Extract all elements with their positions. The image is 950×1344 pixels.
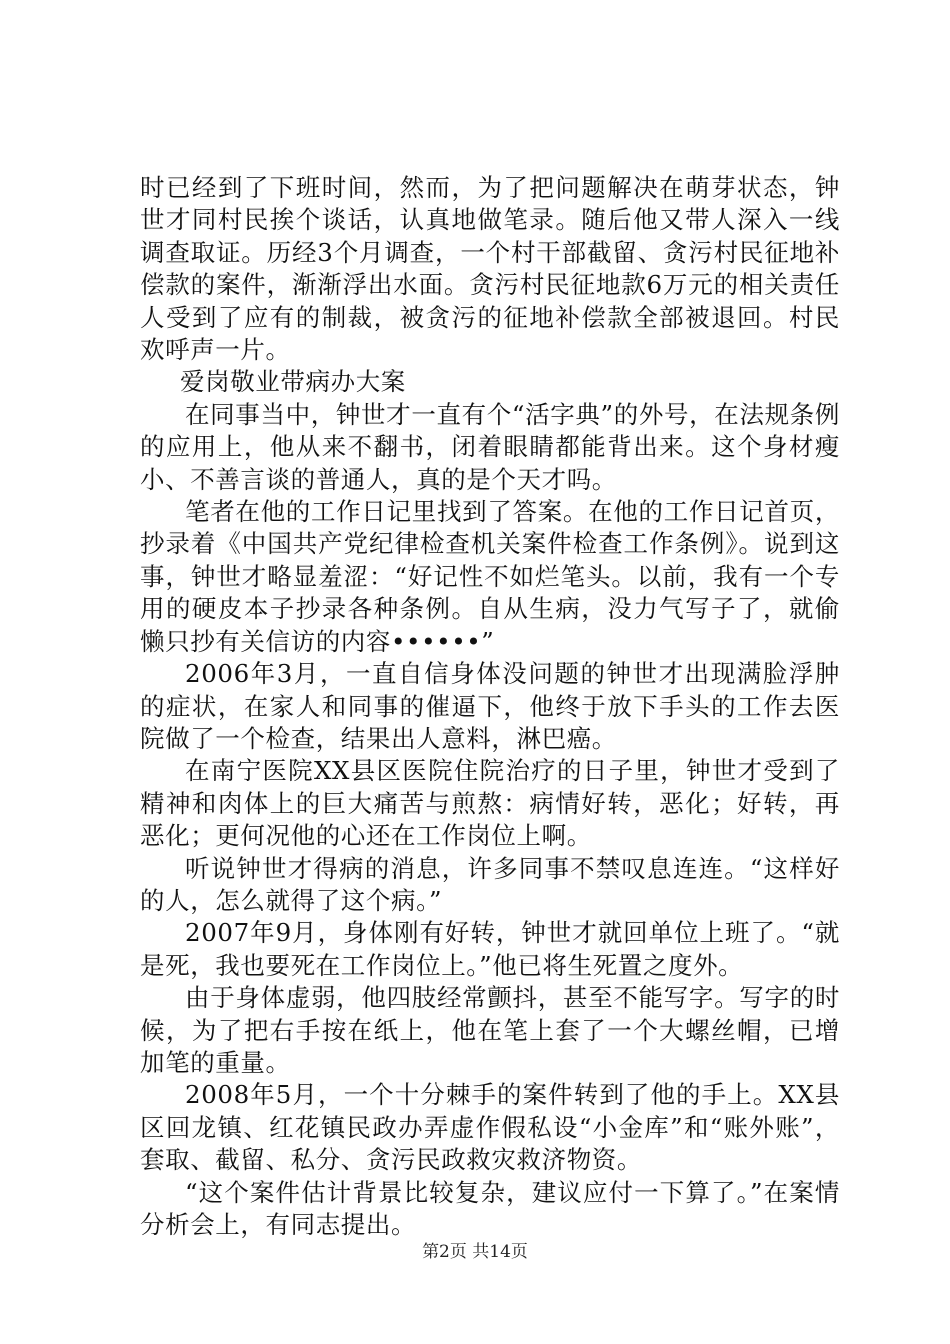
document-body [140,172,840,1241]
paragraph: 笔者在他的工作日记里找到了答案。在他的工作日记首页，抄录着《中国共产党纪律检查机关案件检查工作条例》。说到这事，钟世才略显羞涩：“好记性不如烂笔头。以前，我有一个专用的硬皮本子抄录各种条例。自从生病，没力气写子了，就偷懒只抄有关信访的内容••••••” [140,497,840,656]
paragraph: 2006年3月，一直自信身体没问题的钟世才出现满脸浮肿的症状，在家人和同事的催逼下，他终于放下手头的工作去医院做了一个检查，结果出人意料，淋巴癌。 [140,659,840,753]
page-number-footer: 第2页 共14页 [422,1242,528,1262]
paragraph: 2007年9月，身体刚有好转，钟世才就回单位上班了。“就是死，我也要死在工作岗位上。”他已将生死置之度外。 [140,918,840,980]
paragraph-continuation: 时已经到了下班时间，然而，为了把问题解决在萌芽状态，钟世才同村民挨个谈话，认真地做笔录。随后他又带人深入一线调查取证。历经3个月调查，一个村干部截留、贪污村民征地补偿款的案件，渐渐浮出水面。贪污村民征地款6万元的相关责任人受到了应有的制裁，被贪污的征地补偿款全部被退回。村民欢呼声一片。 [140,173,840,365]
paragraph: 2008年5月，一个十分棘手的案件转到了他的手上。XX县区回龙镇、红花镇民政办弄虚作假私设“小金库”和“账外账”，套取、截留、私分、贪污民政救灾救济物资。 [140,1080,840,1175]
paragraph: “这个案件估计背景比较复杂，建议应付一下算了。”在案情分析会上，有同志提出。 [140,1177,840,1239]
paragraph: 在同事当中，钟世才一直有个“活字典”的外号，在法规条例的应用上，他从来不翻书，闭着眼睛都能背出来。这个身材瘦小、不善言谈的普通人，真的是个天才吗。 [140,399,840,494]
paragraph: 听说钟世才得病的消息，许多同事不禁叹息连连。“这样好的人，怎么就得了这个病。” [140,853,840,915]
section-heading: 爱岗敬业带病办大案 [180,367,406,397]
paragraph: 由于身体虚弱，他四肢经常颤抖，甚至不能写字。写字的时候，为了把右手按在纸上，他在笔上套了一个大螺丝帽，已增加笔的重量。 [140,983,840,1077]
paragraph: 在南宁医院XX县区医院住院治疗的日子里，钟世才受到了精神和肉体上的巨大痛苦与煎熬：病情好转，恶化；好转，再恶化；更何况他的心还在工作岗位上啊。 [140,756,840,851]
